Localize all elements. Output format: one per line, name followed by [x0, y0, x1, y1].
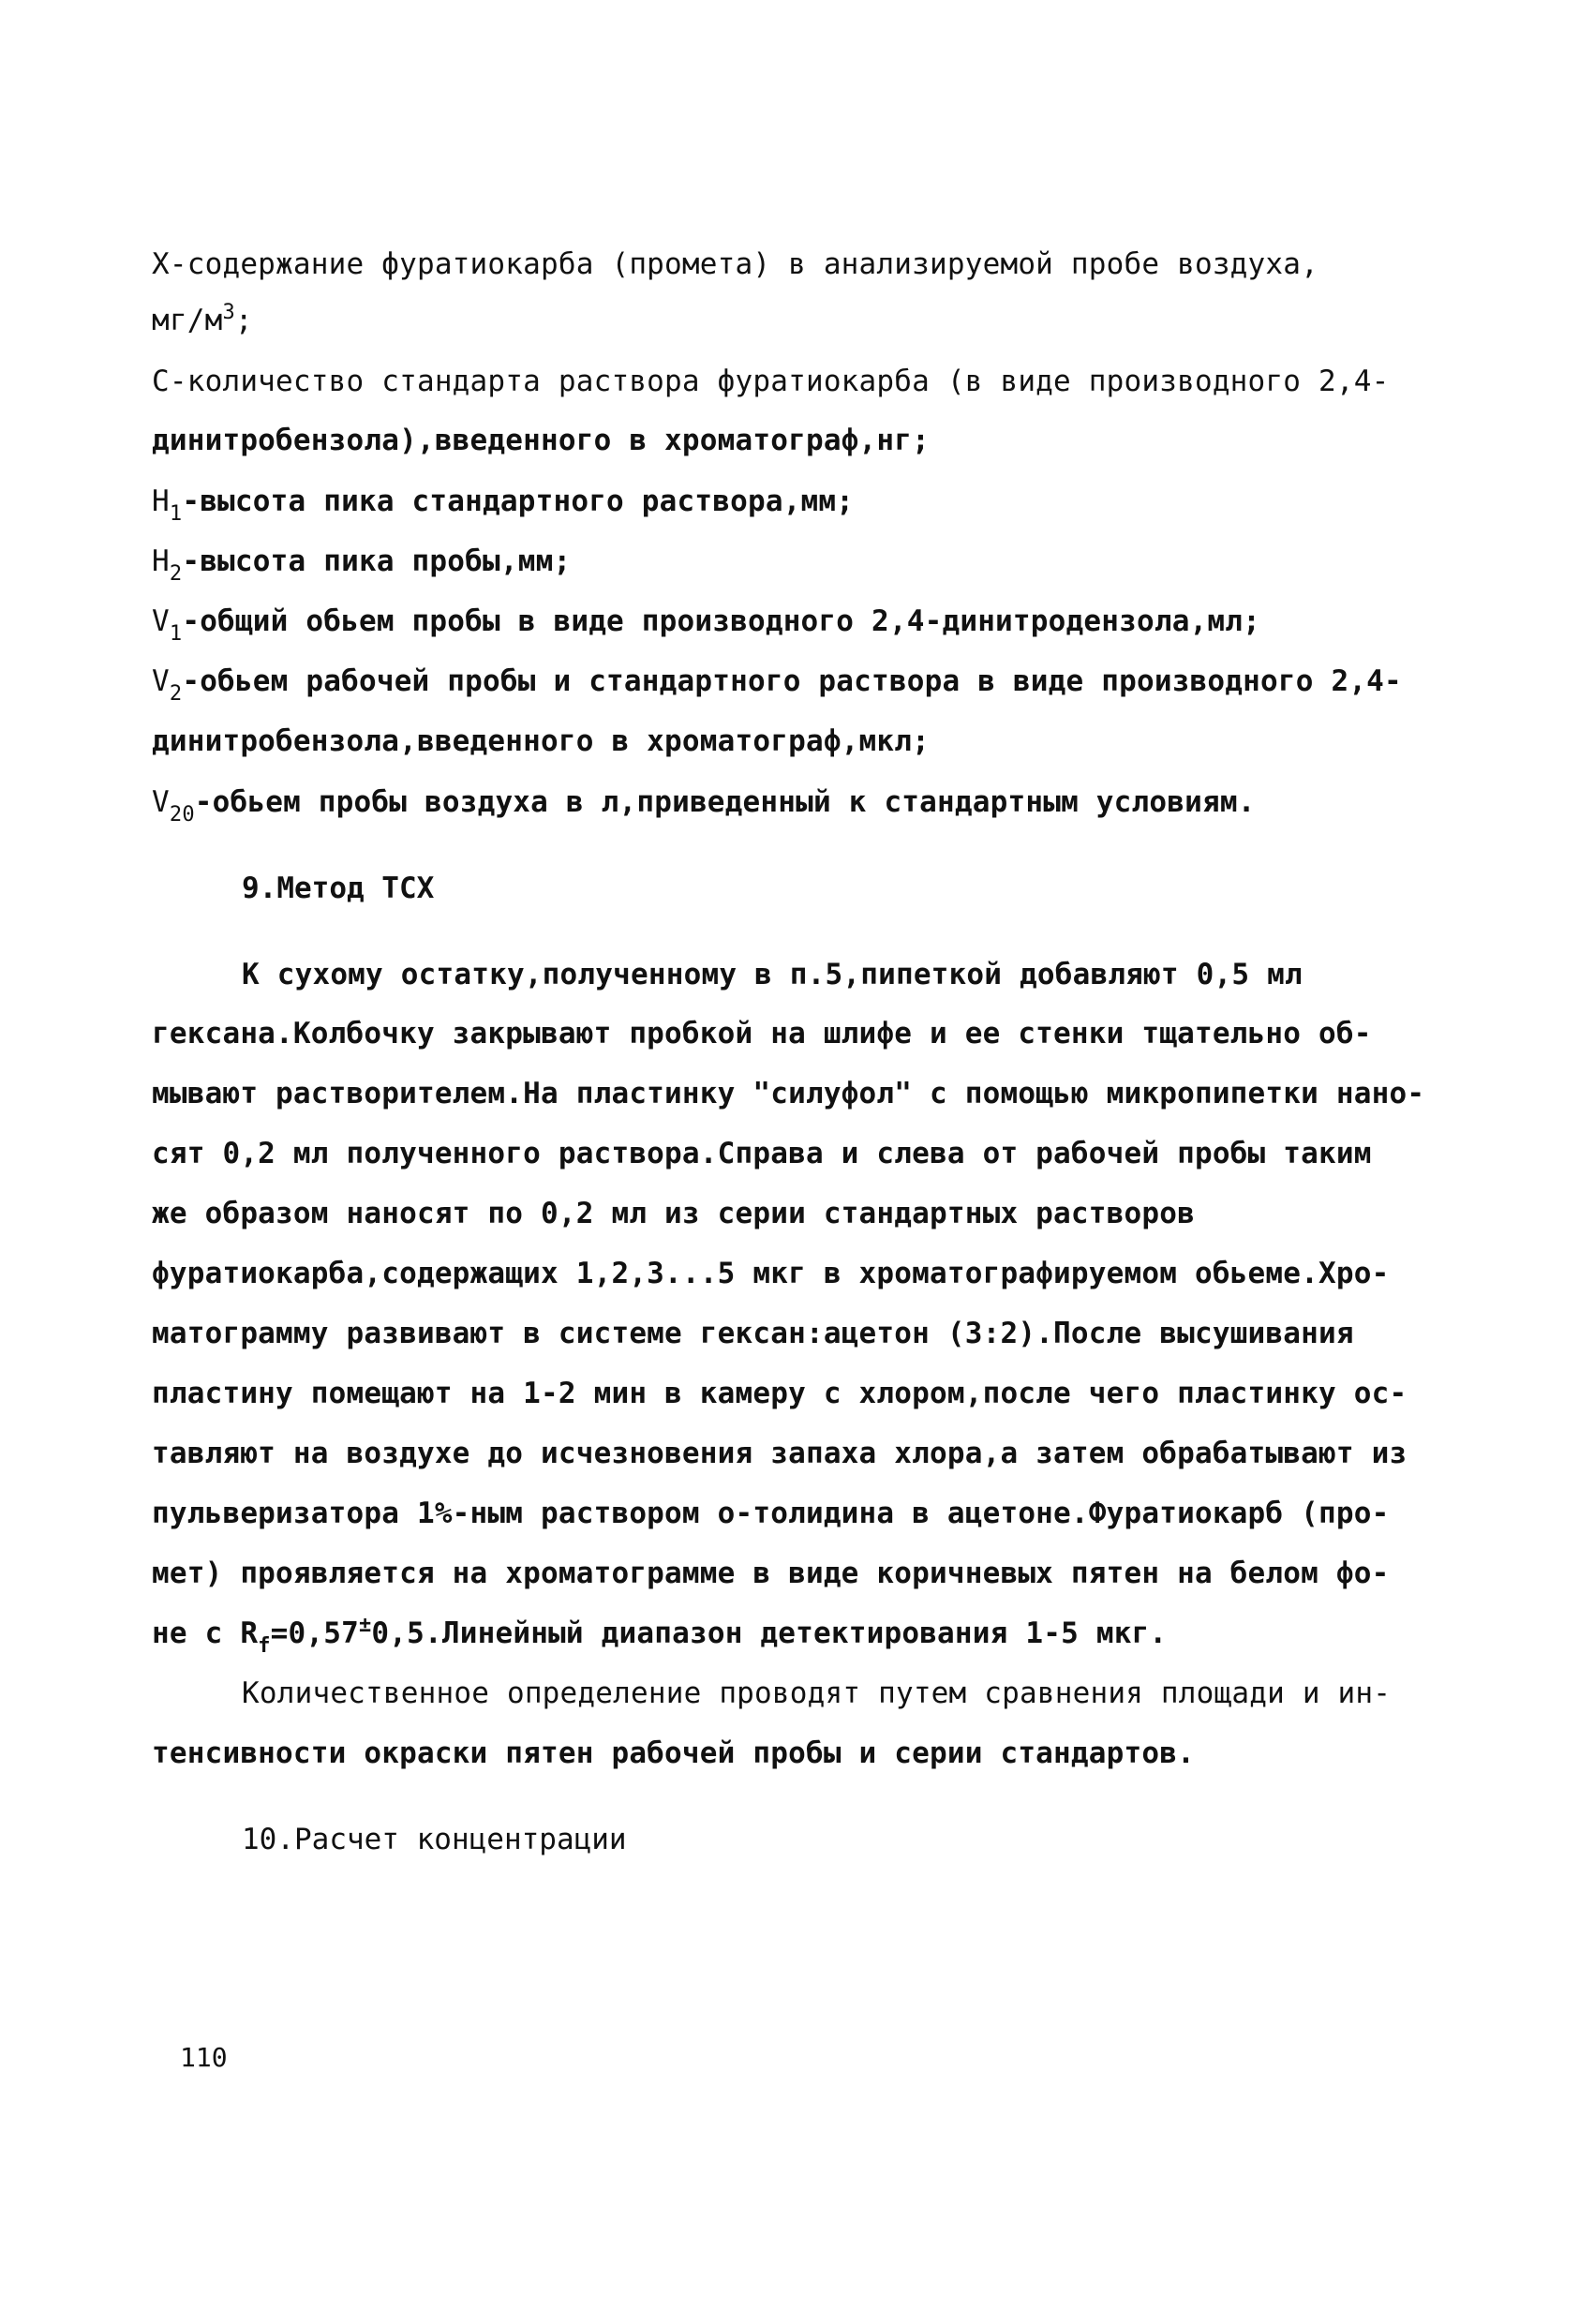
section-9-heading: 9.Метод ТСХ	[242, 872, 435, 905]
v2-subscript: 2	[169, 682, 183, 706]
definition-v20	[152, 783, 1256, 825]
definition-h1	[152, 483, 854, 524]
unit-superscript: 3	[222, 301, 235, 324]
definition-x-line2	[152, 302, 253, 343]
definition-h2	[152, 543, 571, 584]
v20-subscript: 20	[169, 803, 195, 827]
section-9-p2-line: тенсивности окраски пятен рабочей пробы и серии стандартов.	[152, 1736, 1195, 1770]
h2-letter: Н	[152, 544, 170, 578]
h1-text: -высота пика стандартного раствора,мм;	[182, 484, 855, 518]
rf-suffix: 0,5.Линейный диапазон детектирования 1-5 мкг.	[371, 1616, 1168, 1650]
definition-v2-line1	[152, 663, 1402, 704]
h2-text: -высота пика пробы,мм;	[182, 544, 572, 578]
h1-subscript: 1	[169, 502, 183, 526]
section-10-heading: 10.Расчет концентрации	[242, 1823, 627, 1856]
unit-suffix: ;	[234, 304, 253, 337]
section-9-p1-line: гексана.Колбочку закрывают пробкой на шлифе и ее стенки тщательно об-	[152, 1017, 1372, 1050]
v20-text: -обьем пробы воздуха в л,приведенный к стандартным условиям.	[194, 785, 1256, 819]
v1-letter: V	[152, 604, 170, 638]
section-9-p1-last-line	[152, 1615, 1167, 1656]
definition-v1	[152, 603, 1260, 644]
plus-minus-sign: ±	[358, 1614, 372, 1637]
h2-subscript: 2	[169, 562, 183, 586]
v20-letter: V	[152, 785, 170, 819]
section-9-p1-line: же образом наносят по 0,2 мл из серии стандартных растворов	[152, 1197, 1195, 1230]
v1-subscript: 1	[169, 622, 183, 646]
section-9-p1-line: фуратиокарба,содержащих 1,2,3...5 мкг в хроматографируемом обьеме.Хро-	[152, 1257, 1390, 1290]
section-9-p1-line: матограмму развивают в системе гексан:ацетон (3:2).После высушивания	[152, 1317, 1354, 1350]
section-9-p1-line: тавляют на воздухе до исчезновения запаха хлора,а затем обрабатывают из	[152, 1437, 1408, 1470]
section-9-p1-line: мывают растворителем.На пластинку "силуфол" с помощью микропипетки нано-	[152, 1077, 1425, 1110]
rf-subscript: f	[258, 1634, 271, 1658]
v2-letter: V	[152, 664, 170, 698]
section-9-p1-line: пластину помещают на 1-2 мин в камеру с хлором,после чего пластинку ос-	[152, 1377, 1408, 1410]
rf-value: =0,57	[270, 1616, 359, 1650]
definition-c-line2: динитробензола),введенного в хроматограф,нг;	[152, 424, 930, 457]
unit-text: мг/м	[152, 304, 223, 337]
page-number: 110	[180, 2042, 228, 2073]
definition-x-line1: X-содержание фуратиокарба (промета) в анализируемой пробе воздуха,	[152, 247, 1318, 281]
section-9-p1-line: мет) проявляется на хроматограмме в виде коричневых пятен на белом фо-	[152, 1557, 1390, 1590]
section-9-p1-line: сят 0,2 мл полученного раствора.Справа и слева от рабочей пробы таким	[152, 1137, 1372, 1170]
h1-letter: Н	[152, 484, 170, 518]
section-9-p2-line: Количественное определение проводят путем сравнения площади и ин-	[242, 1676, 1392, 1710]
v2-text1: -обьем рабочей пробы и стандартного раствора в виде производного 2,4-	[182, 664, 1402, 698]
section-9-p1-line: пульверизатора 1%-ным раствором о-толидина в ацетоне.Фуратиокарб (про-	[152, 1497, 1390, 1530]
section-9-p1-line: К сухому остатку,полученному в п.5,пипеткой добавляют 0,5 мл	[242, 958, 1303, 991]
v1-text: -общий обьем пробы в виде производного 2,4-динитродензола,мл;	[182, 604, 1261, 638]
definition-v2-line2: динитробензола,введенного в хроматограф,мкл;	[152, 724, 930, 758]
rf-prefix: не с R	[152, 1616, 259, 1650]
definition-c-line1: С-количество стандарта раствора фуратиокарба (в виде производного 2,4-	[152, 365, 1390, 398]
